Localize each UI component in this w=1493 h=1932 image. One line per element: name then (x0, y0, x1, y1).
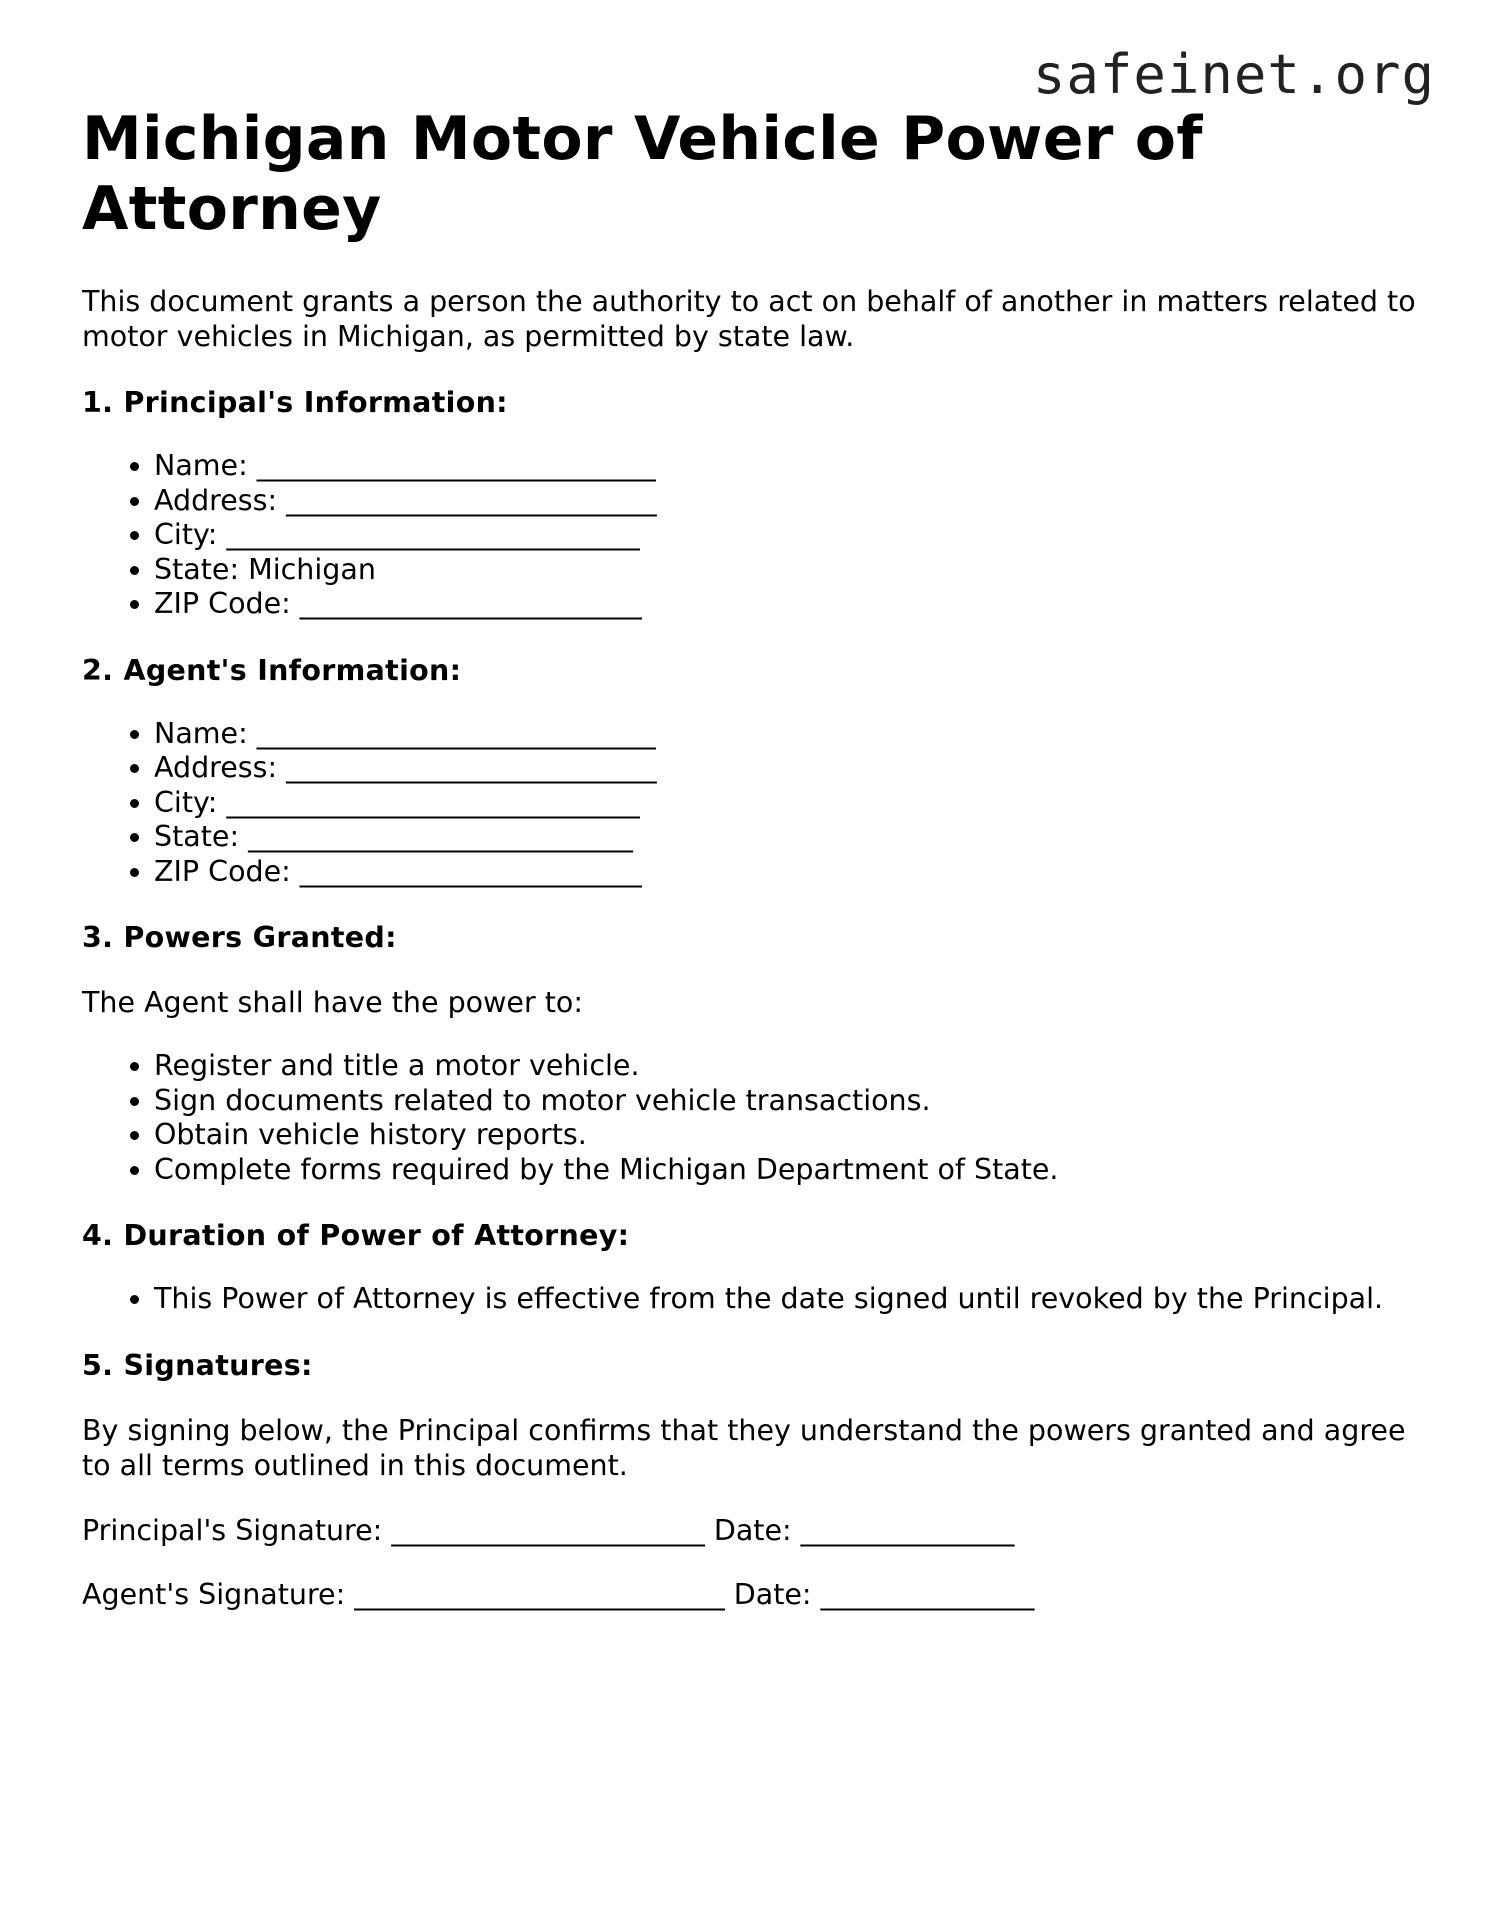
principal-address-field: • Address: __________________________ (154, 484, 1422, 519)
power-item: • Register and title a motor vehicle. (154, 1049, 1422, 1084)
principal-state-field: • State: Michigan (154, 553, 1422, 588)
principal-name-field: • Name: ____________________________ (154, 449, 1422, 484)
principal-field-list (82, 449, 1422, 622)
agent-zip-field: • ZIP Code: ________________________ (154, 855, 1422, 890)
section-heading-powers: 3. Powers Granted: (82, 921, 397, 954)
powers-list (82, 1049, 1422, 1187)
section-heading-duration: 4. Duration of Power of Attorney: (82, 1219, 630, 1252)
document-page (82, 104, 1422, 1612)
document-title: Michigan Motor Vehicle Power of Attorney (82, 104, 1203, 244)
duration-list (82, 1282, 1422, 1317)
intro-paragraph: This document grants a person the authority to act on behalf of another in matters related to motor vehicles in Michigan, as permitted by state law. (82, 285, 1416, 353)
section-heading-agent: 2. Agent's Information: (82, 653, 462, 687)
duration-item: • This Power of Attorney is effective from the date signed until revoked by the Principal. (154, 1282, 1422, 1317)
signatures-paragraph: By signing below, the Principal confirms that they understand the powers granted and agree to all terms outlined in this document. (82, 1413, 1406, 1482)
power-item: • Sign documents related to motor vehicle transactions. (154, 1084, 1422, 1119)
agent-city-field: • City: _____________________________ (154, 786, 1422, 821)
watermark: safeinet.org (1032, 43, 1435, 106)
agent-name-field: • Name: ____________________________ (154, 717, 1422, 752)
power-item: • Complete forms required by the Michigan Department of State. (154, 1153, 1422, 1188)
agent-signature-line: Agent's Signature: __________________________ Date: _______________ (82, 1577, 1035, 1611)
principal-signature-line: Principal's Signature: ______________________ Date: _______________ (82, 1513, 1015, 1547)
agent-field-list (82, 717, 1422, 890)
powers-lead: The Agent shall have the power to: (82, 986, 583, 1019)
section-heading-signatures: 5. Signatures: (82, 1348, 313, 1382)
agent-address-field: • Address: __________________________ (154, 751, 1422, 786)
principal-zip-field: • ZIP Code: ________________________ (154, 587, 1422, 622)
agent-state-field: • State: ___________________________ (154, 820, 1422, 855)
principal-city-field: • City: _____________________________ (154, 518, 1422, 553)
section-heading-principal: 1. Principal's Information: (82, 386, 508, 419)
power-item: • Obtain vehicle history reports. (154, 1118, 1422, 1153)
